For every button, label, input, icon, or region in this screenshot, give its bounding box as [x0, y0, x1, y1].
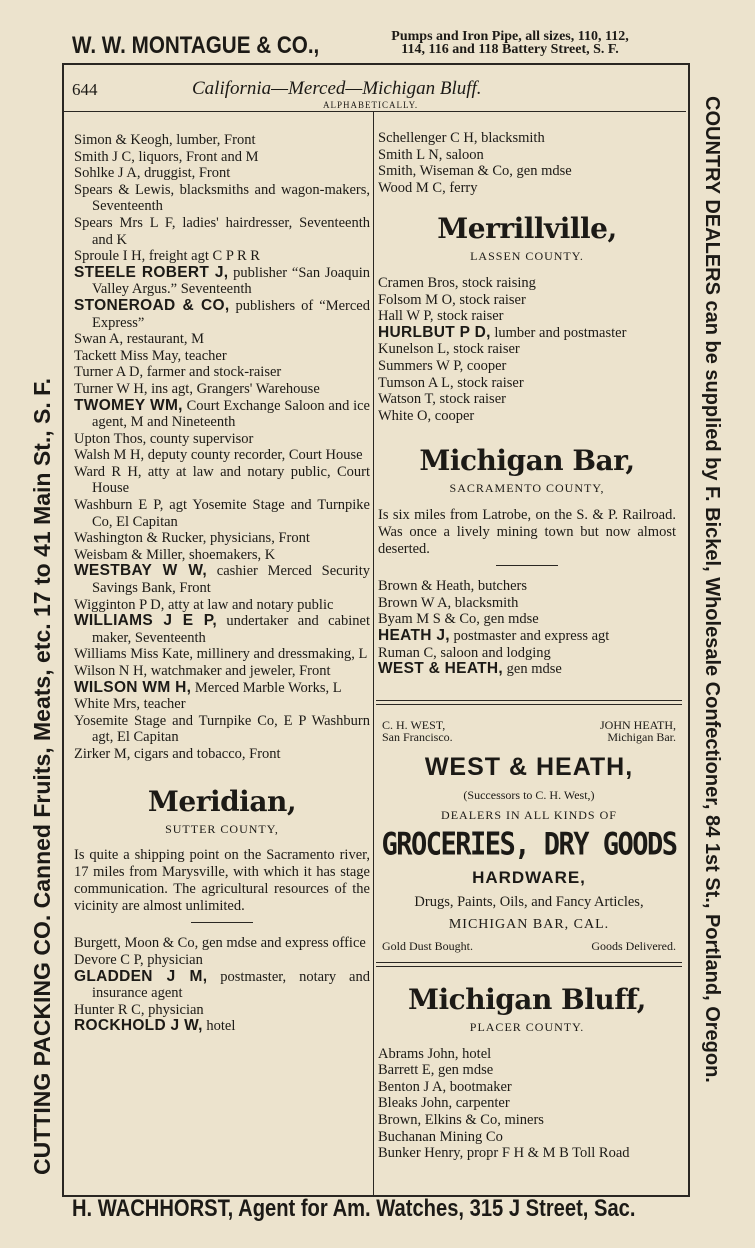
directory-entry — [74, 398, 370, 431]
entry-name-bold: STEELE ROBERT J, — [74, 263, 229, 281]
entry-text: Tumson A L, stock raiser — [378, 374, 524, 391]
directory-entry — [378, 1145, 676, 1162]
entry-text: Cramen Bros, stock raising — [378, 274, 536, 291]
right-column — [378, 130, 676, 678]
directory-entry — [378, 408, 676, 425]
directory-entry — [378, 645, 676, 662]
entry-name-bold: WILLIAMS J E P, — [74, 612, 217, 630]
section-rule — [496, 565, 558, 566]
entry-text: Benton J A, bootmaker — [378, 1078, 512, 1095]
michigan-bluff-section — [378, 985, 676, 1162]
directory-entry — [378, 147, 676, 164]
entry-text: Turner A D, farmer and stock-raiser — [74, 364, 282, 381]
directory-entry — [74, 713, 370, 746]
entry-text: gen mdse — [503, 661, 562, 678]
directory-entry — [74, 248, 370, 265]
entry-text: Barrett E, gen mdse — [378, 1062, 494, 1079]
entry-text: Washington & Rucker, physicians, Front — [74, 530, 310, 547]
directory-entry — [74, 680, 370, 697]
entry-text: Ward R H, atty at law and notary public, Court House — [74, 463, 370, 497]
entry-text: Upton Thos, county supervisor — [74, 430, 254, 447]
directory-entry — [378, 358, 676, 375]
entry-text: Washburn E P, agt Yosemite Stage and Turnpike Co, El Capitan — [74, 497, 370, 530]
right-entry-list — [378, 130, 676, 196]
directory-entry — [378, 595, 676, 612]
directory-entry — [74, 663, 370, 680]
directory-entry — [74, 348, 370, 365]
entry-text: Tackett Miss May, teacher — [74, 347, 227, 364]
entry-text: Brown, Elkins & Co, miners — [378, 1111, 544, 1128]
entry-text: Brown & Heath, butchers — [378, 578, 527, 595]
section-rule — [191, 922, 253, 923]
directory-entry — [378, 1079, 676, 1096]
directory-entry — [378, 308, 676, 325]
entry-text: Wigginton P D, atty at law and notary public — [74, 596, 334, 613]
top-advertisement — [72, 28, 682, 64]
entry-name-bold: HURLBUT P D, — [378, 323, 491, 341]
county-label-meridian: SUTTER COUNTY, — [165, 821, 279, 836]
entry-text: Turner W H, ins agt, Grangers' Warehouse — [74, 380, 320, 397]
directory-entry — [74, 969, 370, 1002]
ad-bottom-rule — [376, 962, 682, 967]
directory-entry — [378, 292, 676, 309]
entry-text: Court Exchange Saloon and ice agent, M and Nineteenth — [92, 397, 370, 431]
entry-text: Watson T, stock raiser — [378, 391, 506, 408]
entry-text: Wilson N H, watchmaker and jeweler, Front — [74, 663, 331, 679]
entry-text: Ruman C, saloon and lodging — [378, 644, 551, 661]
directory-entry — [74, 952, 370, 969]
entry-name-bold: WEST & HEATH, — [378, 660, 504, 678]
top-ad-address — [340, 30, 680, 56]
ad-firm-name: WEST & HEATH, — [424, 753, 634, 781]
directory-entry — [378, 1095, 676, 1112]
michigan-bar-entry-list — [378, 578, 676, 678]
directory-entry — [378, 375, 676, 392]
directory-entry — [74, 646, 370, 663]
entry-text: Zirker M, cigars and tobacco, Front — [74, 745, 281, 762]
left-column — [74, 132, 370, 1035]
top-ad-line-1: Pumps and Iron Pipe, all sizes, 110, 112, — [391, 29, 629, 44]
directory-entry — [378, 130, 676, 147]
place-description-meridian: Is quite a shipping point on the Sacramento river, 17 miles from Marysville, with which it has stage communication. The agricultural resources of the vicinity are almost unlimited. — [74, 847, 370, 914]
entry-text: publisher “San Joaquin Valley Argus.” Seventeenth — [92, 264, 370, 298]
entry-text: cashier Merced Security Savings Bank, Front — [92, 563, 370, 597]
directory-entry — [378, 661, 676, 678]
directory-entry — [378, 275, 676, 292]
place-heading-michigan-bluff: Michigan Bluff, — [408, 983, 646, 1016]
entry-text: White Mrs, teacher — [74, 696, 186, 713]
directory-entry — [378, 163, 676, 180]
entry-text: Spears Mrs L F, ladies' hairdresser, Seventeenth and K — [74, 214, 370, 248]
directory-entry — [378, 611, 676, 628]
directory-entry — [74, 165, 370, 182]
left-margin-advertisement: CUTTING PACKING CO. Canned Fruits, Meats, etc. 17 to 41 Main St., S. F. — [29, 377, 55, 1175]
entry-text: lumber and postmaster — [490, 324, 627, 341]
entry-text: Abrams John, hotel — [378, 1045, 492, 1062]
ad-partner-left — [382, 719, 453, 743]
entry-text: Simon & Keogh, lumber, Front — [74, 132, 256, 148]
entry-name-bold: ROCKHOLD J W, — [74, 1017, 203, 1035]
entry-text: Burgett, Moon & Co, gen mdse and express office — [74, 935, 366, 952]
entry-name-bold: STONEROAD & CO, — [74, 296, 230, 314]
entry-text: Sproule I H, freight agt C P R R — [74, 248, 260, 265]
directory-entry — [378, 1046, 676, 1063]
merrillville-entry-list — [378, 275, 676, 424]
right-margin-advertisement: COUNTRY DEALERS can be supplied by F. Bickel, Wholesale Confectioner, 84 1st St., Portland, Oregon. — [701, 96, 723, 1083]
entry-text: Spears & Lewis, blacksmiths and wagon-makers, Seventeenth — [74, 181, 370, 215]
entry-text: Kunelson L, stock raiser — [378, 341, 520, 358]
place-heading-michigan-bar: Michigan Bar, — [419, 444, 635, 478]
directory-entry — [74, 215, 370, 248]
entry-text: Folsom M O, stock raiser — [378, 291, 526, 308]
directory-entry — [74, 149, 370, 166]
directory-entry — [74, 597, 370, 614]
entry-text: Smith L N, saloon — [378, 146, 484, 163]
directory-entry — [74, 547, 370, 564]
ad-hardware-line: HARDWARE, — [472, 868, 586, 887]
directory-entry — [378, 325, 676, 342]
entry-text: Walsh M H, deputy county recorder, Court House — [74, 447, 363, 464]
directory-entry — [74, 265, 370, 298]
directory-entry — [74, 1018, 370, 1035]
ad-partner-left-city: San Francisco. — [382, 730, 453, 744]
west-heath-advertisement — [376, 700, 682, 970]
entry-text: Weisbam & Miller, shoemakers, K — [74, 546, 276, 563]
directory-entry — [378, 341, 676, 358]
ad-drugs-line: Drugs, Paints, Oils, and Fancy Articles, — [414, 894, 644, 910]
entry-text: Sohlke J A, druggist, Front — [74, 165, 231, 182]
ad-partner-right-city: Michigan Bar. — [607, 730, 676, 744]
county-label-michigan-bluff: PLACER COUNTY. — [469, 1020, 585, 1034]
directory-entry — [74, 364, 370, 381]
entry-name-bold: WESTBAY W W, — [74, 562, 208, 580]
place-heading-merrillville: Merrillville, — [437, 212, 617, 246]
county-label-michigan-bar: SACRAMENTO COUNTY, — [449, 481, 605, 496]
entry-text: Smith, Wiseman & Co, gen mdse — [378, 163, 572, 180]
entry-text: Hall W P, stock raiser — [378, 308, 504, 325]
ad-partner-right — [600, 719, 676, 743]
directory-entry — [74, 935, 370, 952]
entry-name-bold: HEATH J, — [378, 627, 450, 645]
entry-text: Brown W A, blacksmith — [378, 594, 519, 611]
ad-partner-left-name: C. H. WEST, — [382, 718, 446, 732]
entry-text: Hunter R C, physician — [74, 1001, 204, 1018]
ad-successors: (Successors to C. H. West,) — [463, 788, 595, 802]
directory-entry — [74, 447, 370, 464]
left-entry-list — [74, 132, 370, 763]
entry-text: Buchanan Mining Co — [378, 1128, 503, 1145]
directory-entry — [74, 464, 370, 497]
entry-text: Bunker Henry, propr F H & M B Toll Road — [378, 1145, 630, 1162]
alphabetically-label: ALPHABETICALLY. — [323, 100, 419, 110]
entry-name-bold: WILSON WM H, — [74, 678, 192, 696]
place-description-michigan-bar: Is six miles from Latrobe, on the S. & P. Railroad. Was once a lively mining town but now almost deserted. — [378, 506, 676, 557]
bottom-advertisement: H. WACHHORST, Agent for Am. Watches, 315 J Street, Sac. — [72, 1195, 636, 1222]
directory-entry — [378, 628, 676, 645]
running-title: California—Merced—Michigan Bluff. — [192, 78, 482, 99]
ad-footer-left: Gold Dust Bought. — [382, 939, 474, 953]
ad-partners — [376, 705, 682, 743]
michigan-bluff-entry-list — [378, 1046, 676, 1162]
ad-city-line: MICHIGAN BAR, CAL. — [448, 917, 610, 932]
directory-entry — [74, 182, 370, 215]
entry-text: Smith J C, liquors, Front and M — [74, 148, 259, 165]
entry-text: Byam M S & Co, gen mdse — [378, 611, 539, 628]
place-heading-meridian: Meridian, — [147, 784, 297, 818]
entry-text: postmaster and express agt — [449, 628, 610, 645]
entry-name-bold: TWOMEY WM, — [74, 396, 183, 414]
column-divider — [373, 112, 374, 1195]
directory-entry — [74, 431, 370, 448]
ad-footer — [376, 933, 682, 954]
entry-text: Bleaks John, carpenter — [378, 1095, 510, 1112]
entry-name-bold: GLADDEN J M, — [74, 967, 208, 985]
entry-text: Williams Miss Kate, millinery and dressmaking, L — [74, 646, 368, 663]
directory-entry — [74, 1002, 370, 1019]
entry-text: Merced Marble Works, L — [191, 679, 342, 696]
ad-partner-right-name: JOHN HEATH, — [600, 718, 676, 732]
ad-dealers-line: DEALERS IN ALL KINDS OF — [441, 808, 617, 822]
entry-text: White O, cooper — [378, 407, 475, 424]
directory-entry — [74, 613, 370, 646]
entry-text: Summers W P, cooper — [378, 357, 507, 374]
entry-text: publishers of “Merced Express” — [92, 297, 370, 331]
meridian-entry-list — [74, 935, 370, 1035]
page-number: 644 — [72, 80, 98, 99]
entry-text: Yosemite Stage and Turnpike Co, E P Washburn agt, El Capitan — [74, 712, 370, 746]
county-label-merrillville: LASSEN COUNTY. — [470, 249, 584, 264]
directory-entry — [74, 530, 370, 547]
directory-entry — [378, 391, 676, 408]
entry-text: Schellenger C H, blacksmith — [378, 130, 545, 146]
directory-entry — [378, 578, 676, 595]
entry-text: hotel — [202, 1018, 236, 1035]
entry-text: Swan A, restaurant, M — [74, 331, 205, 348]
directory-entry — [74, 132, 370, 149]
entry-text: undertaker and cabinet maker, Seventeenth — [92, 613, 370, 646]
directory-entry — [74, 298, 370, 331]
ad-footer-right: Goods Delivered. — [591, 939, 676, 953]
directory-entry — [74, 497, 370, 530]
directory-entry — [378, 1112, 676, 1129]
entry-text: Devore C P, physician — [74, 951, 203, 968]
ad-groceries-line: GROCERIES, DRY GOODS — [381, 826, 677, 863]
directory-entry — [74, 381, 370, 398]
top-ad-name: W. W. MONTAGUE & CO., — [72, 32, 320, 59]
directory-entry — [74, 746, 370, 763]
directory-entry — [378, 180, 676, 197]
directory-entry — [74, 563, 370, 596]
directory-entry — [378, 1129, 676, 1146]
header-rule — [64, 111, 686, 112]
directory-entry — [74, 696, 370, 713]
entry-text: Wood M C, ferry — [378, 179, 478, 196]
entry-text: postmaster, notary and insurance agent — [92, 968, 370, 1002]
top-ad-line-2: 114, 116 and 118 Battery Street, S. F. — [401, 42, 619, 57]
directory-entry — [74, 331, 370, 348]
directory-entry — [378, 1062, 676, 1079]
